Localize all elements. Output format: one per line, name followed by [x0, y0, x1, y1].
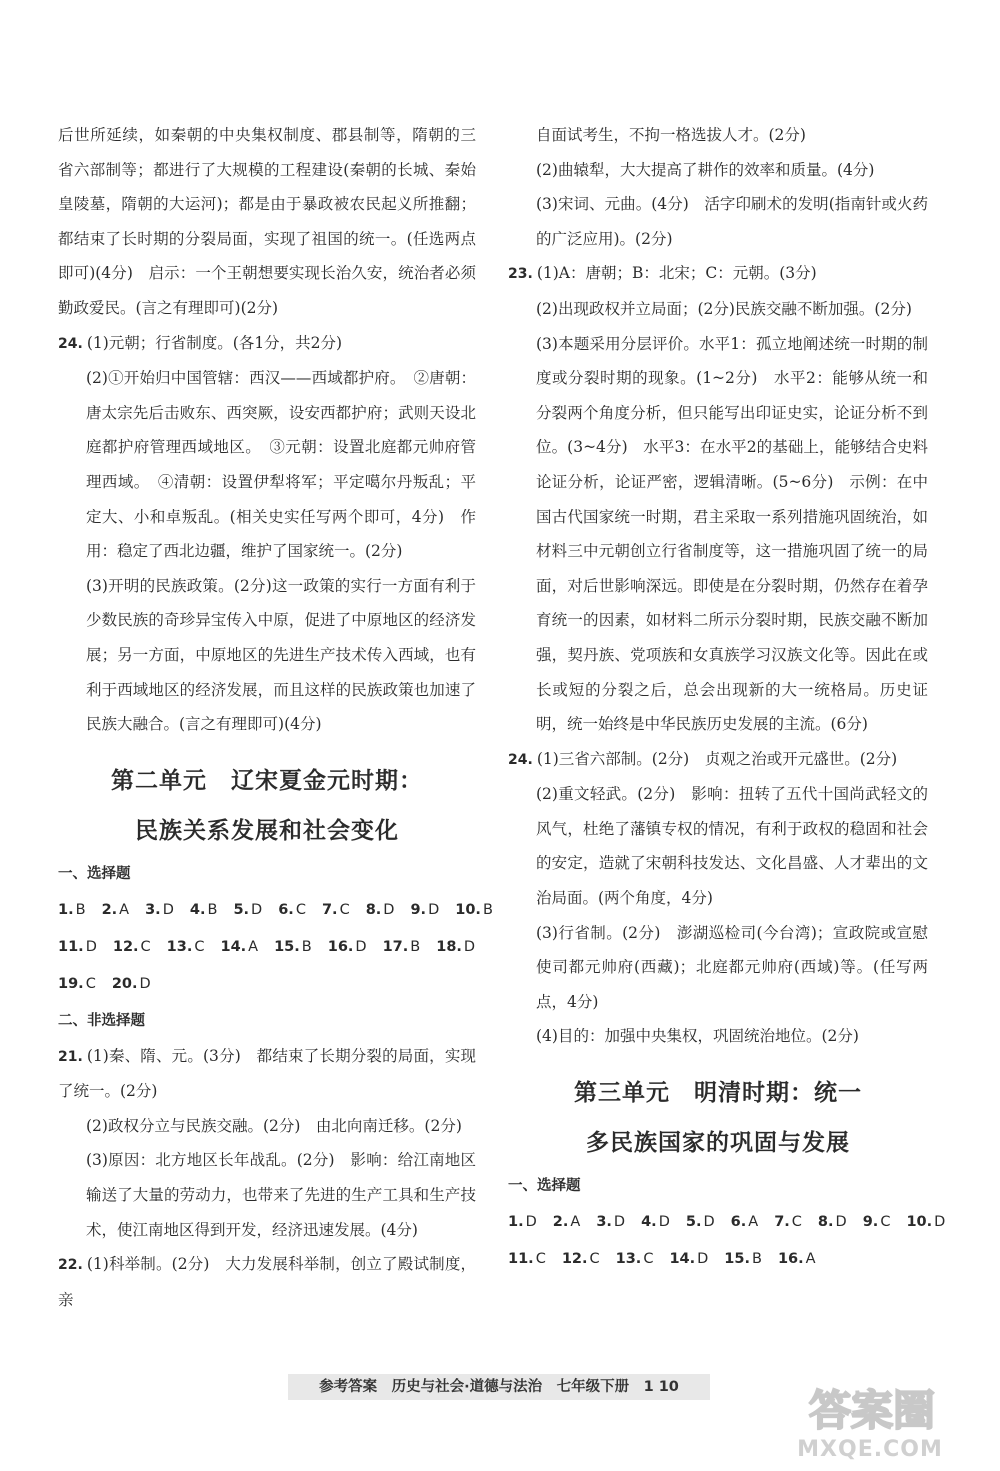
- choice-answer: [641, 1214, 670, 1230]
- right-column: [508, 118, 946, 1278]
- choice-letter: D: [383, 901, 395, 918]
- choice-number: 1.: [58, 901, 74, 918]
- question-24-part-2: (2)①开始归中国管辖：西汉——西域都护府。 ②唐朝：唐太宗先后击败东、西突厥，设安西都护府；武则天设北庭都护府管理西域地区。 ③元朝：设置北庭都元帅府管理西域。 ④清朝：设置伊犁将军；平定噶尔丹叛乱；平定大、小和卓叛乱。(相关史实任写两个即可，4分) 作用：稳定了西北边疆，维护了国家统一。(2分): [86, 369, 476, 561]
- question-23-part-2: (2)出现政权并立局面；(2分)民族交融不断加强。(2分): [536, 299, 912, 318]
- watermark-logo-icon: [805, 1383, 955, 1435]
- answer-text: (1)秦、隋、元。(3分) 都结束了长期分裂的局面，实现了统一。(2分): [58, 1046, 476, 1101]
- question-21-part-1: [58, 1039, 476, 1109]
- answer-row: [508, 1204, 946, 1241]
- choice-number: 16.: [777, 1251, 804, 1268]
- choice-answer: [58, 976, 96, 992]
- choice-letter: A: [748, 1214, 759, 1231]
- choice-number: 7.: [774, 1214, 790, 1231]
- choice-answer: [686, 1214, 715, 1230]
- section-heading-choice: 一、选择题: [508, 1178, 581, 1195]
- question-23-part-1: [508, 256, 928, 292]
- choice-number: 8.: [817, 1214, 834, 1231]
- choice-answer: [167, 939, 205, 955]
- question-24-part-3: (3)开明的民族政策。(2分)这一政策的实行一方面有利于少数民族的奇珍异宝传入中原，促进了中原地区的经济发展；另一方面，中原地区的先进生产技术传入西域，也有利于西域地区的经济发展，而且这样的民族政策也加速了民族大融合。(言之有理即可)(4分): [86, 576, 476, 734]
- answer-row: [58, 892, 493, 929]
- choice-number: 14.: [669, 1251, 696, 1268]
- choice-number: 11.: [508, 1251, 534, 1268]
- question-number: 23.: [508, 266, 533, 283]
- choice-letter: C: [589, 1251, 600, 1268]
- choice-letter: D: [355, 938, 367, 955]
- choice-letter: B: [301, 938, 312, 955]
- choice-letter: B: [75, 901, 86, 918]
- question-number: 24.: [58, 335, 83, 352]
- choice-number: 2.: [552, 1214, 569, 1231]
- choice-answer: [220, 939, 258, 955]
- choice-letter: C: [791, 1214, 802, 1231]
- unit-title-line-1: 第二单元 辽宋夏金元时期：: [111, 767, 423, 794]
- answer-row: [58, 966, 476, 1003]
- choice-letter: D: [613, 1214, 626, 1231]
- choice-number: 5.: [685, 1214, 702, 1231]
- choice-answer: [274, 939, 312, 955]
- choice-number: 6.: [730, 1214, 747, 1231]
- unit-title-line-1: 第三单元 明清时期：统一: [574, 1080, 862, 1107]
- choice-answer: [366, 902, 395, 918]
- question-24-part-3: (3)行省制。(2分) 澎湖巡检司(今台湾)；宣政院或宣慰使司都元帅府(西藏)；北庭都元帅府(西域)等。(任写两点，4分): [536, 923, 928, 1011]
- watermark-logo-text: 答案圈: [809, 1386, 936, 1435]
- question-22-part-2: (2)曲辕犁，大大提高了耕作的效率和质量。(4分): [536, 160, 875, 179]
- choice-answer: [233, 902, 262, 918]
- choice-number: 15.: [274, 938, 300, 955]
- choice-answer: [145, 902, 174, 918]
- choice-number: 17.: [382, 938, 409, 955]
- question-22-part-1: [58, 1247, 476, 1317]
- choice-answer: [731, 1214, 759, 1230]
- choice-number: 12.: [561, 1251, 588, 1268]
- choice-number: 13.: [615, 1251, 642, 1268]
- choice-letter: A: [570, 1214, 581, 1231]
- choice-letter: D: [139, 975, 151, 992]
- choice-answer: [508, 1251, 546, 1267]
- choice-answer: [863, 1214, 891, 1230]
- question-24-part-1: [508, 742, 928, 778]
- choice-number: 4.: [189, 901, 206, 918]
- choice-number: 9.: [410, 901, 427, 918]
- choice-answer: [383, 939, 421, 955]
- choice-number: 19.: [58, 975, 84, 992]
- choice-letter: D: [934, 1214, 946, 1231]
- answer-text: (1)A：唐朝；B：北宋；C：元朝。(3分): [536, 264, 817, 283]
- choice-answer: [818, 1214, 847, 1230]
- choice-letter: D: [658, 1214, 670, 1231]
- choice-number: 6.: [278, 901, 294, 918]
- choice-number: 11.: [58, 938, 84, 955]
- choice-letter: B: [751, 1251, 762, 1268]
- choice-letter: A: [805, 1251, 816, 1268]
- question-24-part-1: [58, 326, 476, 362]
- choice-number: 3.: [596, 1214, 612, 1231]
- choice-letter: D: [251, 901, 263, 918]
- choice-answer: [562, 1251, 600, 1267]
- choice-answer: [328, 939, 367, 955]
- choice-letter: B: [482, 901, 493, 918]
- question-number: 21.: [58, 1048, 83, 1065]
- answer-row: [58, 929, 476, 966]
- choice-letter: A: [119, 901, 130, 918]
- choice-number: 5.: [233, 901, 250, 918]
- choice-letter: D: [463, 938, 476, 955]
- choice-number: 3.: [145, 901, 161, 918]
- choice-number: 16.: [327, 938, 354, 955]
- choice-number: 12.: [112, 938, 139, 955]
- choice-number: 7.: [321, 901, 338, 918]
- paragraph: 自面试考生，不拘一格选拔人才。(2分): [536, 126, 806, 144]
- choice-number: 1.: [508, 1214, 524, 1231]
- answer-text: (1)元朝；行省制度。(各1分，共2分): [86, 333, 343, 352]
- choice-answer: [436, 939, 475, 955]
- question-24-part-2: (2)重文轻武。(2分) 影响：扭转了五代十国尚武轻文的风气，杜绝了藩镇专权的情况，有利于政权的稳固和社会的安定，造就了宋朝科技发达、文化昌盛、人才辈出的文治局面。(两个角度，4分): [536, 785, 928, 908]
- left-column: [58, 118, 493, 1317]
- choice-number: 8.: [365, 901, 382, 918]
- choice-answer: [102, 902, 130, 918]
- choice-letter: C: [880, 1214, 891, 1231]
- choice-letter: B: [207, 901, 218, 918]
- choice-number: 15.: [724, 1251, 750, 1268]
- choice-letter: B: [410, 938, 421, 955]
- choice-letter: A: [248, 938, 259, 955]
- choice-letter: C: [643, 1251, 654, 1268]
- choice-number: 13.: [166, 938, 193, 955]
- choice-letter: D: [428, 901, 440, 918]
- choice-letter: C: [194, 938, 205, 955]
- choice-answer: [322, 902, 350, 918]
- choice-answer: [669, 1251, 708, 1267]
- choice-number: 10.: [906, 1214, 933, 1231]
- question-21-part-2: (2)政权分立与民族交融。(2分) 由北向南迁移。(2分): [86, 1116, 462, 1135]
- choice-answer: [112, 976, 151, 992]
- answer-row: [508, 1241, 928, 1278]
- choice-number: 4.: [641, 1214, 657, 1231]
- choice-letter: C: [535, 1251, 546, 1268]
- choice-number: 9.: [862, 1214, 879, 1231]
- choice-answer: [596, 1214, 625, 1230]
- choice-letter: C: [140, 938, 151, 955]
- choice-number: 18.: [436, 938, 462, 955]
- choice-letter: D: [525, 1214, 537, 1231]
- choice-answer: [58, 939, 97, 955]
- question-24-part-4: (4)目的：加强中央集权，巩固统治地位。(2分): [536, 1027, 859, 1046]
- question-number: 22.: [58, 1257, 83, 1274]
- choice-answer: [774, 1214, 802, 1230]
- choice-letter: D: [835, 1214, 847, 1231]
- choice-number: 10.: [455, 901, 481, 918]
- question-number: 24.: [508, 751, 533, 768]
- choice-letter: C: [339, 901, 350, 918]
- choice-answer: [778, 1251, 816, 1267]
- choice-letter: D: [162, 901, 174, 918]
- section-heading-choice: 一、选择题: [58, 865, 131, 882]
- choice-number: 14.: [220, 938, 247, 955]
- choice-answer: [616, 1251, 654, 1267]
- choice-answer: [278, 902, 306, 918]
- watermark-site-text: MXQE.COM: [797, 1437, 943, 1462]
- choice-answer: [58, 902, 86, 918]
- choice-answer: [724, 1251, 762, 1267]
- question-21-part-3: (3)原因：北方地区长年战乱。(2分) 影响：给江南地区输送了大量的劳动力，也带来了先进的生产工具和生产技术，使江南地区得到开发，经济迅速发展。(4分): [86, 1151, 476, 1239]
- question-23-part-3: (3)本题采用分层评价。水平1：孤立地阐述统一时期的制度或分裂时期的现象。(1~2分) 水平2：能够从统一和分裂两个角度分析，但只能写出印证史实，论证分析不到位。(3~4分) 水平3：在水平2的基础上，能够结合史料论证分析，论证严密，逻辑清晰。(5~6分) 示例：在中国古代国家统一时期，君主采取一系列措施巩固统治，如材料三中元朝创立行省制度等，这一措施巩固了统一的局面，对后世影响深远。即使是在分裂时期，仍然存在着孕育统一的因素，如材料二所示分裂时期，民族交融不断加强，契丹族、党项族和女真族学习汉族文化等。因此在或长或短的分裂之后，总会出现新的大一统格局。历史证明，统一始终是中华民族历史发展的主流。(6分): [536, 334, 928, 734]
- choice-answer: [553, 1214, 581, 1230]
- unit-title-line-2: 民族关系发展和社会变化: [135, 817, 399, 844]
- choice-answer: [508, 1214, 537, 1230]
- unit-title-line-2: 多民族国家的巩固与发展: [586, 1130, 850, 1157]
- section-heading-non-choice: 二、非选择题: [58, 1012, 145, 1029]
- question-22-part-3: (3)宋词、元曲。(4分) 活字印刷术的发明(指南针或火药的广泛应用)。(2分): [536, 195, 928, 248]
- page-footer: 参考答案 历史与社会·道德与法治 七年级下册 1 10: [288, 1374, 710, 1400]
- choice-letter: C: [85, 975, 96, 992]
- choice-letter: C: [295, 901, 306, 918]
- answer-text: (1)三省六部制。(2分) 贞观之治或开元盛世。(2分): [536, 749, 898, 768]
- choice-letter: D: [85, 938, 97, 955]
- answer-text: (1)科举制。(2分) 大力发展科举制，创立了殿试制度，亲: [58, 1255, 476, 1309]
- choice-answer: [906, 1214, 945, 1230]
- choice-answer: [190, 902, 218, 918]
- choice-answer: [410, 902, 439, 918]
- site-watermark: [785, 1383, 955, 1463]
- choice-answer: [113, 939, 151, 955]
- paragraph: 后世所延续，如秦朝的中央集权制度、郡县制等，隋朝的三省六部制等；都进行了大规模的工程建设(秦朝的长城、秦始皇陵墓，隋朝的大运河)；都是由于暴政被农民起义所推翻；都结束了长时期的分裂局面，实现了祖国的统一。(任选两点即可)(4分) 启示：一个王朝想要实现长治久安，统治者必须勤政爱民。(言之有理即可)(2分): [58, 126, 476, 317]
- choice-number: 2.: [101, 901, 118, 918]
- choice-number: 20.: [111, 975, 138, 992]
- choice-letter: D: [697, 1251, 709, 1268]
- choice-letter: D: [703, 1214, 715, 1231]
- choice-answer: [455, 902, 493, 918]
